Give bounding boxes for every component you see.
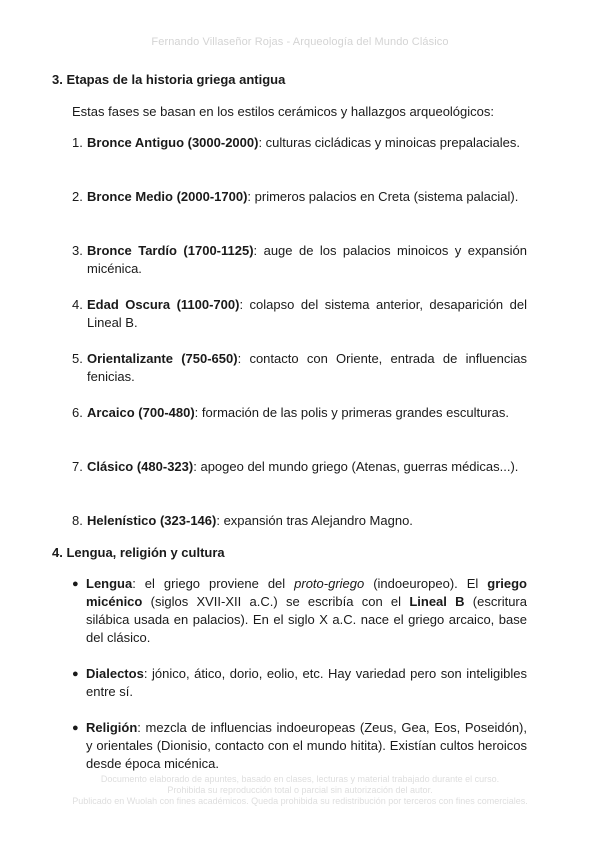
- list-number: 5.: [72, 351, 83, 366]
- list-item: [72, 665, 527, 701]
- footer-line: Prohibida su reproducción total o parcial sin autorización del autor.: [167, 785, 433, 795]
- list-item: [72, 512, 527, 530]
- list-number: 4.: [72, 297, 83, 312]
- footer: [0, 774, 600, 807]
- list-item: [72, 350, 527, 386]
- page-header: Fernando Villaseñor Rojas - Arqueología del Mundo Clásico: [151, 36, 449, 48]
- stage-term: Edad Oscura (1100-700): [87, 297, 240, 312]
- stage-term: Bronce Medio (2000-1700): [87, 189, 248, 204]
- culture-term: Dialectos: [86, 666, 144, 681]
- stage-desc: : primeros palacios en Creta (sistema palacial).: [247, 189, 519, 204]
- list-number: 8.: [72, 513, 83, 528]
- list-item: [72, 575, 527, 647]
- culture-desc: : mezcla de influencias indoeuropeas (Zeus, Gea, Eos, Poseidón), y orientales (Dionisio, contacto con el mundo hitita). Existían cultos heroicos desde época micénica.: [86, 720, 527, 771]
- culture-desc: : el griego proviene del: [132, 576, 295, 591]
- culture-desc: : jónico, ático, dorio, eolio, etc. Hay variedad pero son inteligibles entre sí.: [86, 666, 527, 699]
- stage-term: Helenístico (323-146): [87, 513, 217, 528]
- list-number: 2.: [72, 189, 83, 204]
- stage-desc: : expansión tras Alejandro Magno.: [216, 513, 413, 528]
- list-item: [72, 404, 527, 422]
- footer-line: Documento elaborado de apuntes, basado en clases, lecturas y material trabajado durante el curso.: [100, 774, 500, 784]
- culture-desc: (indoeuropeo). El: [364, 576, 488, 591]
- stage-desc: : colapso del sistema anterior, desaparición del Lineal B.: [87, 297, 527, 330]
- stage-desc: : auge de los palacios minoicos y expansión micénica.: [87, 243, 527, 276]
- stage-term: Bronce Antiguo (3000-2000): [87, 135, 259, 150]
- italic-term: proto-griego: [294, 576, 365, 591]
- culture-desc: (siglos XVII-XII a.C.) se escribía con el: [142, 594, 410, 609]
- list-item: [72, 134, 527, 152]
- stage-desc: : culturas cicládicas y minoicas prepalaciales.: [258, 135, 521, 150]
- stage-desc: : formación de las polis y primeras grandes esculturas.: [194, 405, 509, 420]
- bold-term: griego micénico: [86, 576, 527, 609]
- list-number: 3.: [72, 243, 83, 258]
- footer-line: Publicado en Wuolah con fines académicos. Queda prohibida su redistribución por terceros con fines comerciales.: [72, 796, 528, 806]
- section-4-title: 4. Lengua, religión y cultura: [52, 545, 225, 560]
- culture-desc: (escritura silábica usada en palacios). En el siglo X a.C. nace el griego arcaico, base del clásico.: [86, 594, 527, 645]
- stage-desc: : contacto con Oriente, entrada de influencias fenicias.: [87, 351, 528, 384]
- list-item: [72, 296, 527, 332]
- bullet-icon: ●: [72, 668, 79, 680]
- stage-term: Orientalizante (750-650): [87, 351, 238, 366]
- stage-desc: : apogeo del mundo griego (Atenas, guerras médicas...).: [193, 459, 519, 474]
- list-item: [72, 719, 527, 773]
- list-item: [72, 242, 527, 278]
- bold-term: Lineal B: [409, 594, 465, 609]
- stage-term: Arcaico (700-480): [87, 405, 195, 420]
- stage-term: Clásico (480-323): [87, 459, 194, 474]
- bullet-icon: ●: [72, 722, 79, 734]
- list-number: 7.: [72, 459, 83, 474]
- list-item: [72, 458, 527, 476]
- list-number: 1.: [72, 135, 83, 150]
- culture-term: Lengua: [86, 576, 133, 591]
- section-3-title: 3. Etapas de la historia griega antigua: [52, 72, 286, 87]
- list-item: [72, 188, 527, 206]
- list-number: 6.: [72, 405, 83, 420]
- section-3-intro: Estas fases se basan en los estilos cerámicos y hallazgos arqueológicos:: [72, 104, 494, 119]
- culture-term: Religión: [86, 720, 138, 735]
- bullet-icon: ●: [72, 578, 79, 590]
- stage-term: Bronce Tardío (1700-1125): [87, 243, 254, 258]
